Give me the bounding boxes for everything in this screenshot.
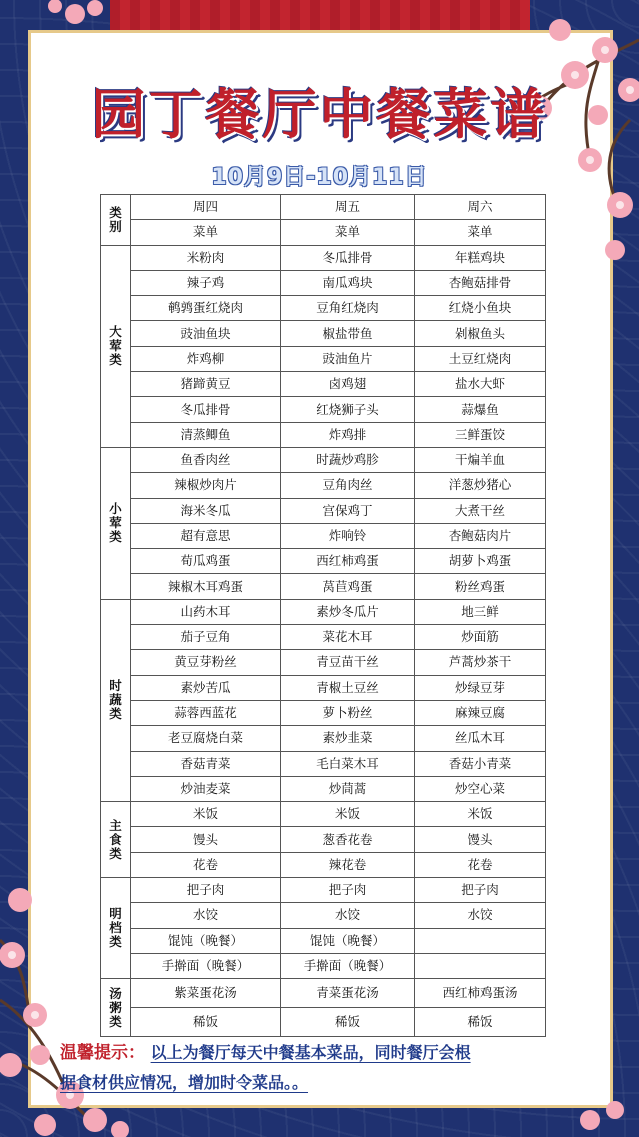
dish-cell: 辣花卷 — [281, 852, 415, 877]
dish-cell: 卤鸡翅 — [281, 372, 415, 397]
day-header: 周五 — [281, 195, 415, 220]
tip-text-line1: 以上为餐厅每天中餐基本菜品，同时餐厅会根 — [150, 1043, 471, 1062]
top-red-band — [110, 0, 530, 32]
dish-cell: 馒头 — [131, 827, 281, 852]
dish-cell: 炒空心菜 — [415, 776, 546, 801]
dish-cell: 水饺 — [131, 903, 281, 928]
table-row — [101, 827, 546, 852]
dish-cell: 葱香花卷 — [281, 827, 415, 852]
category-label: 明档类 — [109, 906, 122, 950]
dish-cell: 素炒韭菜 — [281, 726, 415, 751]
category-cell — [101, 447, 131, 599]
dish-cell: 豆角肉丝 — [281, 473, 415, 498]
table-row — [101, 549, 546, 574]
dish-cell: 黄豆芽粉丝 — [131, 650, 281, 675]
dish-cell: 馄饨（晚餐） — [281, 928, 415, 953]
tip-text-line2: 据食材供应情况，增加时令菜品。。 — [60, 1073, 309, 1092]
dish-cell: 豆角红烧肉 — [281, 296, 415, 321]
dish-cell: 冬瓜排骨 — [131, 397, 281, 422]
dish-cell: 菜花木耳 — [281, 625, 415, 650]
table-row — [101, 372, 546, 397]
table-row — [101, 852, 546, 877]
table-row — [101, 979, 546, 1008]
dish-cell: 西红柿鸡蛋汤 — [415, 979, 546, 1008]
table-row — [101, 675, 546, 700]
dish-cell — [415, 953, 546, 978]
dish-cell: 年糕鸡块 — [415, 245, 546, 270]
dish-cell: 丝瓜木耳 — [415, 726, 546, 751]
dish-cell: 红烧小鱼块 — [415, 296, 546, 321]
dish-cell: 毛白菜木耳 — [281, 751, 415, 776]
dish-cell: 蒜蓉西蓝花 — [131, 700, 281, 725]
dish-cell: 把子肉 — [415, 878, 546, 903]
dish-cell: 米饭 — [131, 802, 281, 827]
table-row — [101, 599, 546, 624]
category-label: 汤粥类 — [109, 985, 122, 1029]
dish-cell: 素炒苦瓜 — [131, 675, 281, 700]
dish-cell: 盐水大虾 — [415, 372, 546, 397]
category-cell — [101, 802, 131, 878]
table-row — [101, 878, 546, 903]
table-row — [101, 245, 546, 270]
table-subheader-row — [101, 220, 546, 245]
dish-cell: 炸鸡柳 — [131, 346, 281, 371]
dish-cell: 水饺 — [415, 903, 546, 928]
dish-cell: 麻辣豆腐 — [415, 700, 546, 725]
dish-cell: 香菇小青菜 — [415, 751, 546, 776]
dish-cell: 西红柿鸡蛋 — [281, 549, 415, 574]
dish-cell: 豉油鱼块 — [131, 321, 281, 346]
dish-cell: 冬瓜排骨 — [281, 245, 415, 270]
dish-cell: 炸鸡排 — [281, 422, 415, 447]
category-label: 时蔬类 — [109, 678, 122, 722]
dish-cell: 炒茼蒿 — [281, 776, 415, 801]
dish-cell: 花卷 — [131, 852, 281, 877]
menu-table — [100, 194, 546, 1037]
dish-cell: 萝卜粉丝 — [281, 700, 415, 725]
dish-cell: 青豆苗干丝 — [281, 650, 415, 675]
dish-cell: 炒绿豆芽 — [415, 675, 546, 700]
table-header-row — [101, 195, 546, 220]
table-row — [101, 650, 546, 675]
table-row — [101, 953, 546, 978]
dish-cell: 猪蹄黄豆 — [131, 372, 281, 397]
category-header — [101, 195, 131, 246]
dish-cell: 稀饭 — [415, 1008, 546, 1037]
dish-cell: 青椒土豆丝 — [281, 675, 415, 700]
day-header: 周六 — [415, 195, 546, 220]
table-row — [101, 473, 546, 498]
table-row — [101, 928, 546, 953]
dish-cell: 老豆腐烧白菜 — [131, 726, 281, 751]
menu-subheader: 菜单 — [281, 220, 415, 245]
dish-cell: 剁椒鱼头 — [415, 321, 546, 346]
dish-cell: 稀饭 — [131, 1008, 281, 1037]
dish-cell: 把子肉 — [131, 878, 281, 903]
category-label: 大荤类 — [109, 324, 122, 368]
dish-cell: 杏鲍菇排骨 — [415, 270, 546, 295]
dish-cell: 三鲜蛋饺 — [415, 422, 546, 447]
category-label: 小荤类 — [109, 501, 122, 545]
table-row — [101, 523, 546, 548]
dish-cell: 青菜蛋花汤 — [281, 979, 415, 1008]
table-row — [101, 447, 546, 472]
category-cell — [101, 599, 131, 801]
dish-cell: 米粉肉 — [131, 245, 281, 270]
category-header-text: 类别 — [109, 204, 122, 234]
dish-cell: 清蒸鲫鱼 — [131, 422, 281, 447]
dish-cell: 炒油麦菜 — [131, 776, 281, 801]
date-range: 10月9日-10月11日 — [211, 165, 428, 190]
dish-cell: 莴苣鸡蛋 — [281, 574, 415, 599]
dish-cell: 水饺 — [281, 903, 415, 928]
table-row — [101, 903, 546, 928]
dish-cell: 地三鲜 — [415, 599, 546, 624]
dish-cell: 手擀面（晚餐） — [281, 953, 415, 978]
dish-cell: 香菇青菜 — [131, 751, 281, 776]
dish-cell: 土豆红烧肉 — [415, 346, 546, 371]
dish-cell: 荀瓜鸡蛋 — [131, 549, 281, 574]
menu-subheader: 菜单 — [415, 220, 546, 245]
table-row — [101, 321, 546, 346]
dish-cell: 蒜爆鱼 — [415, 397, 546, 422]
table-row — [101, 498, 546, 523]
dish-cell: 辣椒炒肉片 — [131, 473, 281, 498]
dish-cell: 海米冬瓜 — [131, 498, 281, 523]
dish-cell: 紫菜蛋花汤 — [131, 979, 281, 1008]
table-row — [101, 700, 546, 725]
dish-cell: 干煸羊血 — [415, 447, 546, 472]
dish-cell: 辣椒木耳鸡蛋 — [131, 574, 281, 599]
dish-cell: 大煮干丝 — [415, 498, 546, 523]
table-row — [101, 776, 546, 801]
dish-cell: 宫保鸡丁 — [281, 498, 415, 523]
dish-cell — [415, 928, 546, 953]
day-header: 周四 — [131, 195, 281, 220]
dish-cell: 鱼香肉丝 — [131, 447, 281, 472]
cherry-blossom-top-left-icon — [0, 0, 110, 60]
dish-cell: 茄子豆角 — [131, 625, 281, 650]
dish-cell: 炒面筋 — [415, 625, 546, 650]
table-row — [101, 397, 546, 422]
table-row — [101, 802, 546, 827]
dish-cell: 炸响铃 — [281, 523, 415, 548]
tip-label: 温馨提示： — [60, 1043, 145, 1063]
table-row — [101, 726, 546, 751]
category-cell — [101, 878, 131, 979]
dish-cell: 南瓜鸡块 — [281, 270, 415, 295]
dish-cell: 胡萝卜鸡蛋 — [415, 549, 546, 574]
dish-cell: 粉丝鸡蛋 — [415, 574, 546, 599]
table-row — [101, 270, 546, 295]
dish-cell: 鹌鹑蛋红烧肉 — [131, 296, 281, 321]
dish-cell: 把子肉 — [281, 878, 415, 903]
dish-cell: 超有意思 — [131, 523, 281, 548]
dish-cell: 芦蒿炒茶干 — [415, 650, 546, 675]
dish-cell: 米饭 — [415, 802, 546, 827]
table-row — [101, 346, 546, 371]
dish-cell: 红烧狮子头 — [281, 397, 415, 422]
dish-cell: 馒头 — [415, 827, 546, 852]
dish-cell: 时蔬炒鸡胗 — [281, 447, 415, 472]
dish-cell: 山药木耳 — [131, 599, 281, 624]
category-label: 主食类 — [109, 817, 122, 861]
dish-cell: 杏鲍菇肉片 — [415, 523, 546, 548]
category-cell — [101, 979, 131, 1037]
table-row — [101, 422, 546, 447]
page-title: 园丁餐厅中餐菜谱 — [91, 83, 548, 146]
dish-cell: 稀饭 — [281, 1008, 415, 1037]
warm-tip — [60, 1038, 580, 1098]
dish-cell: 洋葱炒猪心 — [415, 473, 546, 498]
table-row — [101, 1008, 546, 1037]
dish-cell: 椒盐带鱼 — [281, 321, 415, 346]
category-cell — [101, 245, 131, 447]
menu-subheader: 菜单 — [131, 220, 281, 245]
table-row — [101, 574, 546, 599]
dish-cell: 手擀面（晚餐） — [131, 953, 281, 978]
table-row — [101, 625, 546, 650]
table-row — [101, 296, 546, 321]
dish-cell: 素炒冬瓜片 — [281, 599, 415, 624]
dish-cell: 馄饨（晚餐） — [131, 928, 281, 953]
table-row — [101, 751, 546, 776]
dish-cell: 花卷 — [415, 852, 546, 877]
dish-cell: 米饭 — [281, 802, 415, 827]
dish-cell: 辣子鸡 — [131, 270, 281, 295]
dish-cell: 豉油鱼片 — [281, 346, 415, 371]
